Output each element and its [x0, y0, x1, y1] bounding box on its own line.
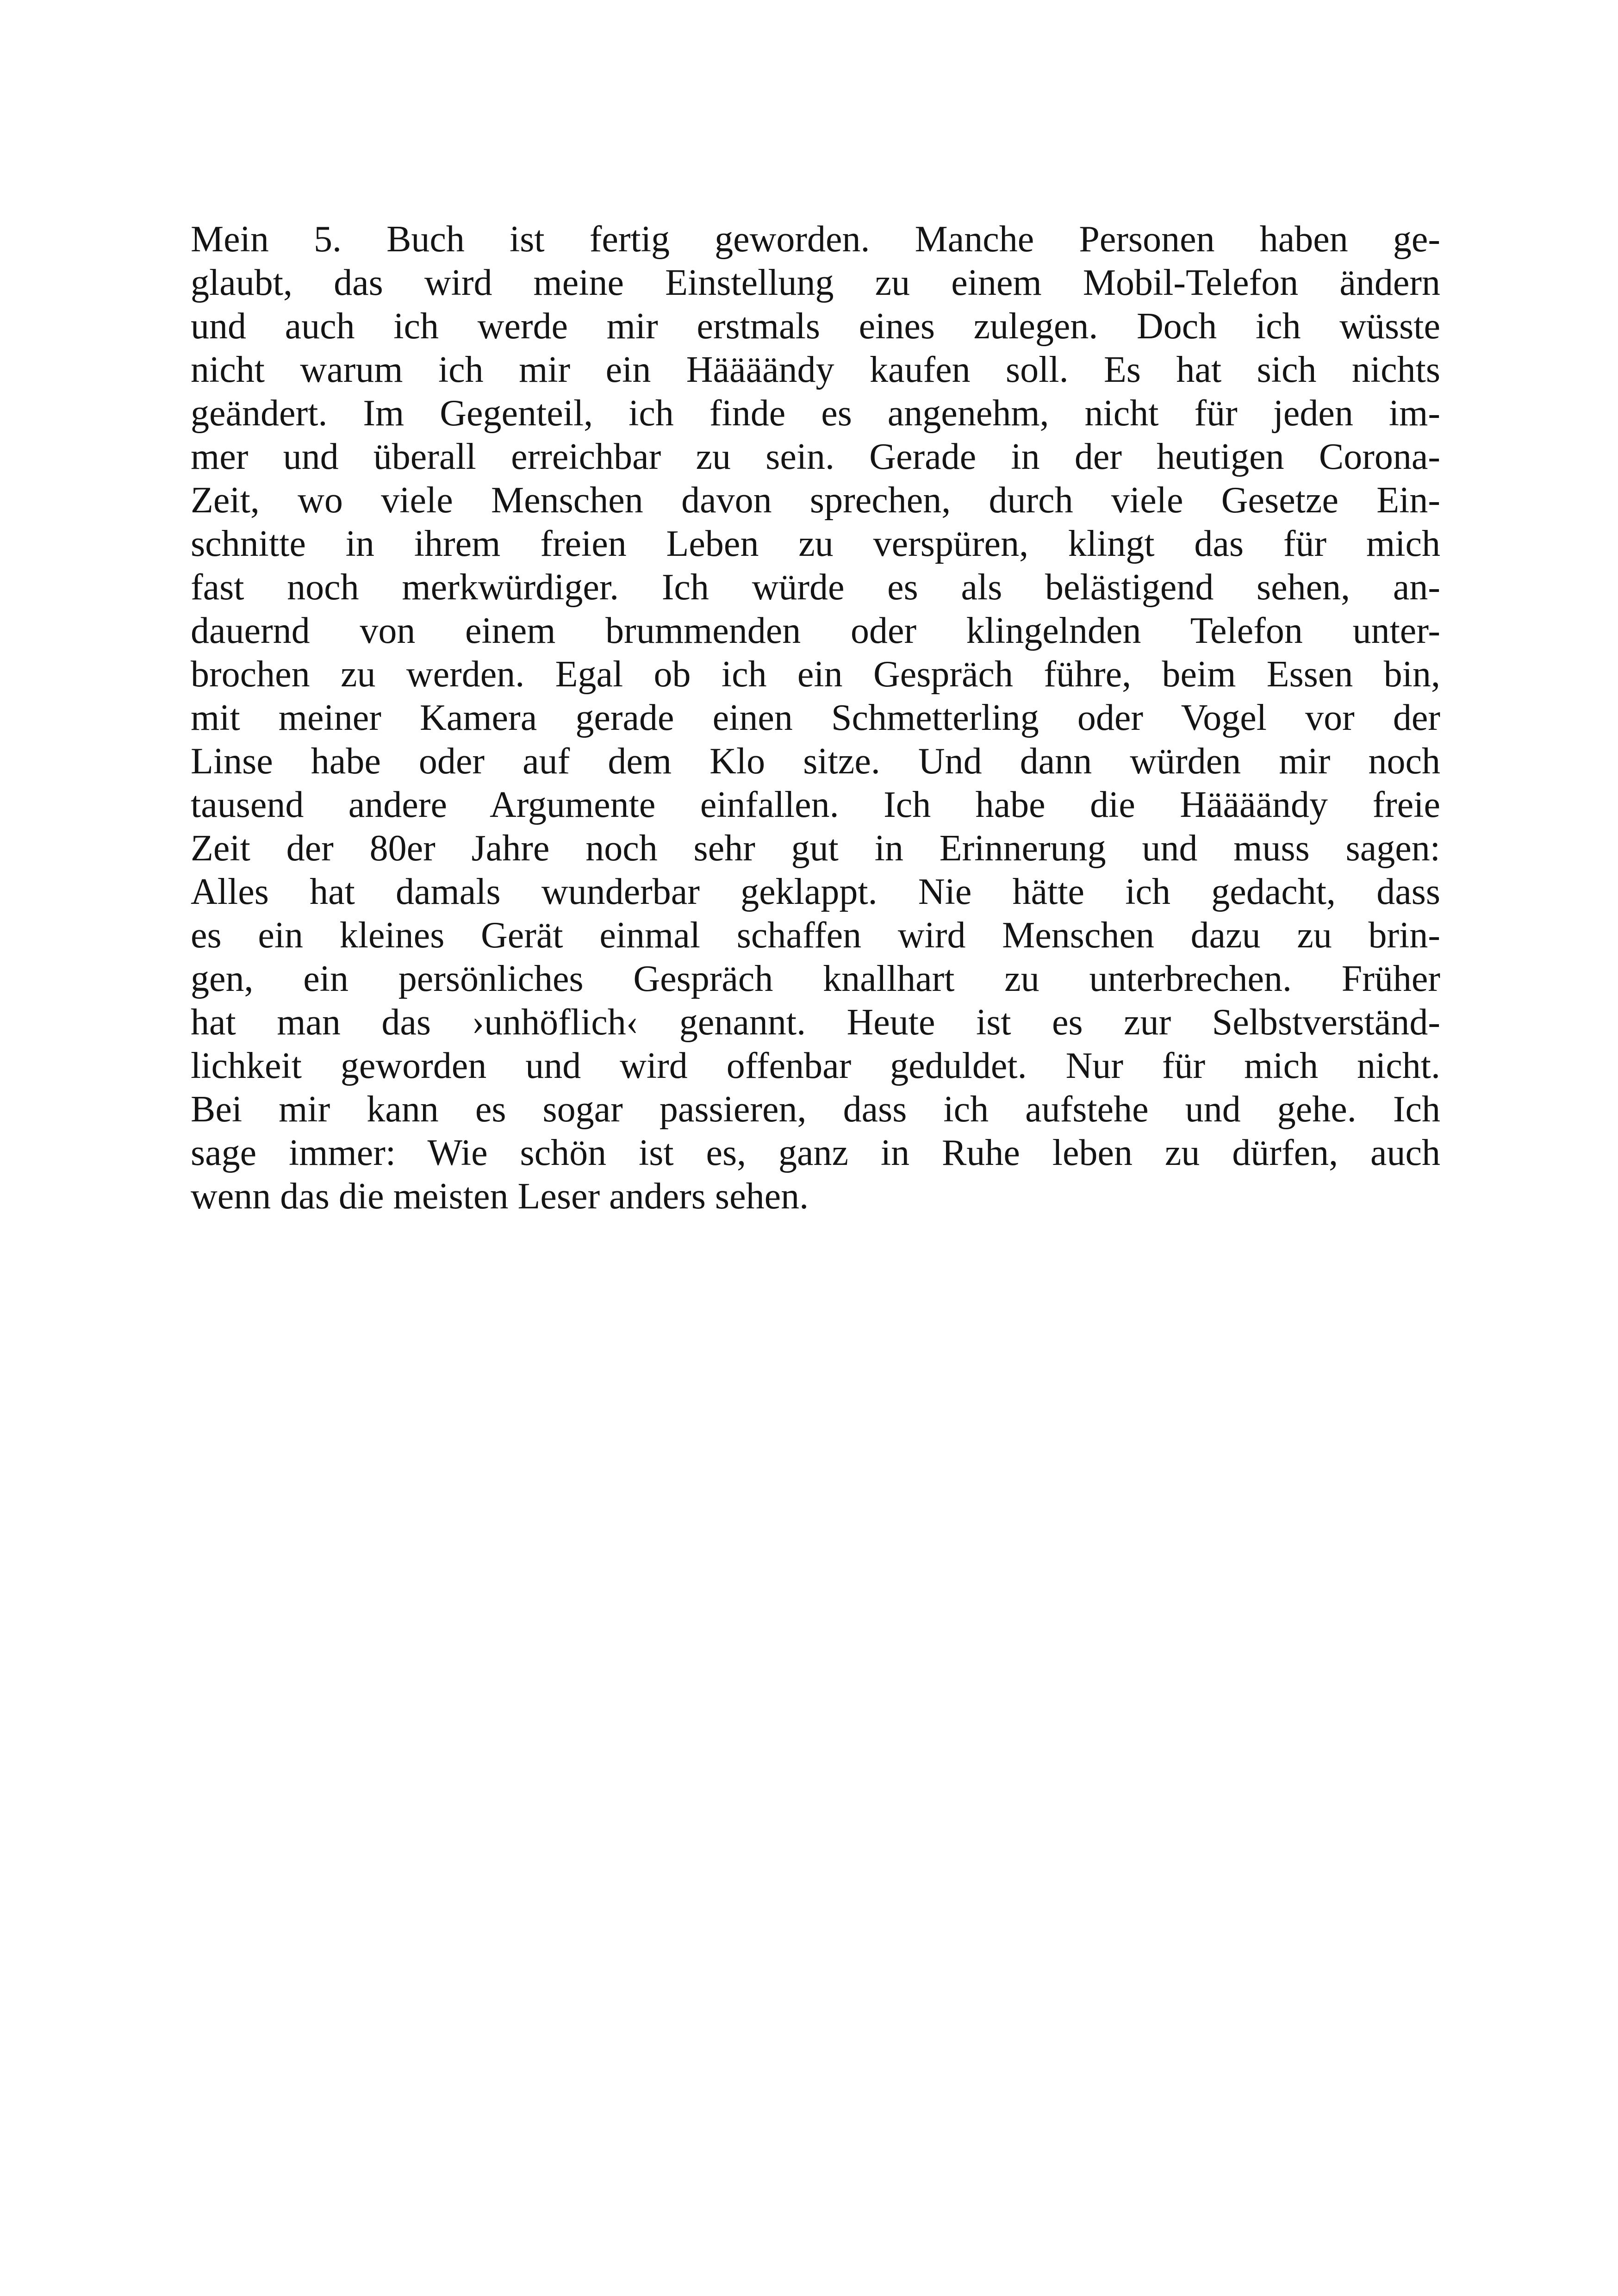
text-line: dauernd von einem brummenden oder klingelnden Telefon unter-: [191, 610, 1440, 651]
text-line-last: wenn das die meisten Leser anders sehen.: [191, 1176, 809, 1217]
text-line: Alles hat damals wunderbar geklappt. Nie hätte ich gedacht, dass: [191, 871, 1440, 912]
text-line: tausend andere Argumente einfallen. Ich habe die Häääändy freie: [191, 784, 1440, 825]
text-line: glaubt, das wird meine Einstellung zu einem Mobil-Telefon ändern: [191, 262, 1440, 303]
text-line: geändert. Im Gegenteil, ich finde es angenehm, nicht für jeden im-: [191, 393, 1440, 434]
text-line: Zeit, wo viele Menschen davon sprechen, durch viele Gesetze Ein-: [191, 480, 1440, 521]
text-line: Bei mir kann es sogar passieren, dass ich aufstehe und gehe. Ich: [191, 1089, 1440, 1130]
text-line: brochen zu werden. Egal ob ich ein Gespräch führe, beim Essen bin,: [191, 654, 1440, 695]
text-line: Zeit der 80er Jahre noch sehr gut in Erinnerung und muss sagen:: [191, 828, 1440, 869]
text-line: fast noch merkwürdiger. Ich würde es als belästigend sehen, an-: [191, 567, 1440, 608]
body-paragraph: [191, 218, 1440, 1218]
text-line: nicht warum ich mir ein Häääändy kaufen soll. Es hat sich nichts: [191, 349, 1440, 390]
text-line: lichkeit geworden und wird offenbar geduldet. Nur für mich nicht.: [191, 1045, 1440, 1086]
text-line: mit meiner Kamera gerade einen Schmetterling oder Vogel vor der: [191, 697, 1440, 738]
text-line: Linse habe oder auf dem Klo sitze. Und dann würden mir noch: [191, 741, 1440, 782]
text-line: Mein 5. Buch ist fertig geworden. Manche Personen haben ge-: [191, 219, 1440, 260]
text-line: sage immer: Wie schön ist es, ganz in Ruhe leben zu dürfen, auch: [191, 1132, 1440, 1173]
text-line: es ein kleines Gerät einmal schaffen wird Menschen dazu zu brin-: [191, 915, 1440, 956]
text-line: hat man das ›unhöflich‹ genannt. Heute ist es zur Selbstverständ-: [191, 1002, 1440, 1043]
text-line: mer und überall erreichbar zu sein. Gerade in der heutigen Corona-: [191, 436, 1440, 477]
text-line: schnitte in ihrem freien Leben zu verspüren, klingt das für mich: [191, 523, 1440, 564]
text-line: und auch ich werde mir erstmals eines zulegen. Doch ich wüsste: [191, 306, 1440, 347]
text-line: gen, ein persönliches Gespräch knallhart zu unterbrechen. Früher: [191, 958, 1440, 999]
